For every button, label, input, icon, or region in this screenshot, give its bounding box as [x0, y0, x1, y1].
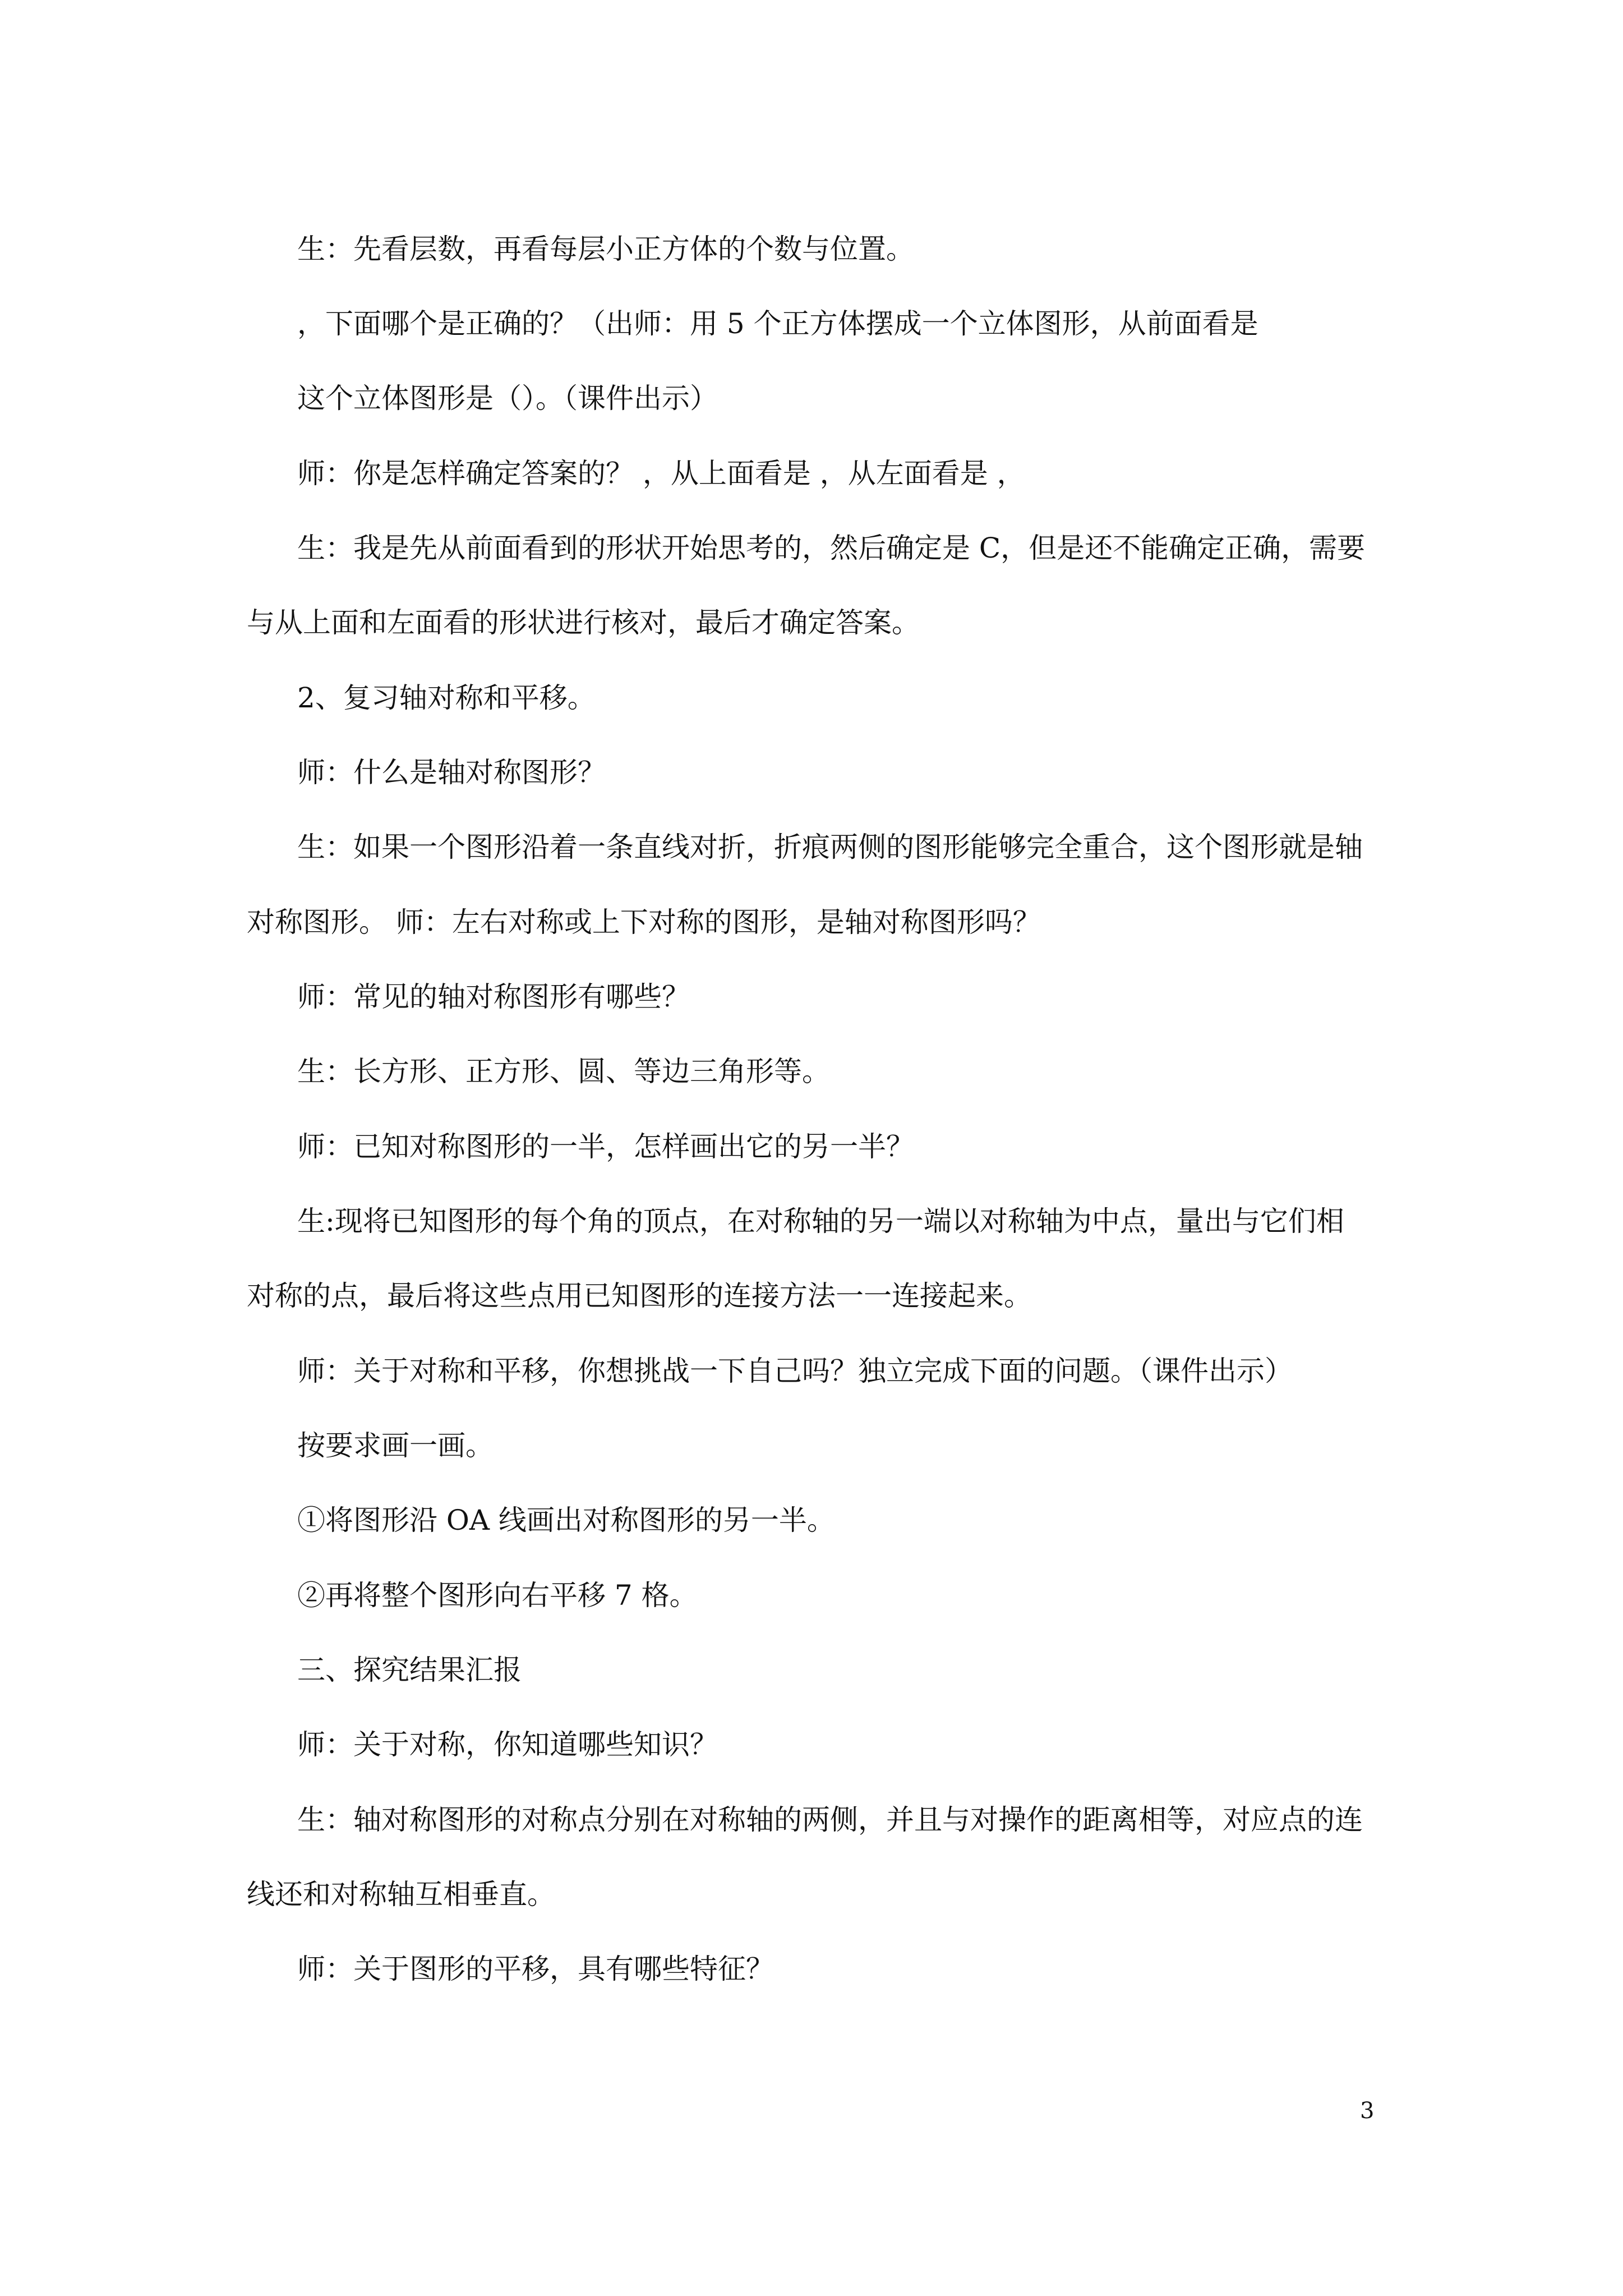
text-line: 这个立体图形是（）。（课件出示）	[297, 382, 718, 415]
text-line: ①将图形沿 OA 线画出对称图形的另一半。	[297, 1504, 835, 1536]
text-line: 生:现将已知图形的每个角的顶点，在对称轴的另一端以对称轴为中点，量出与它们相	[297, 1205, 1344, 1237]
text-line: 师：关于对称和平移，你想挑战一下自己吗？独立完成下面的问题。（课件出示）	[297, 1355, 1293, 1387]
text-line: 生：长方形、正方形、圆、等边三角形等。	[297, 1055, 830, 1088]
text-line: 按要求画一画。	[297, 1429, 494, 1462]
text-line: 对称的点，最后将这些点用已知图形的连接方法一一连接起来。	[247, 1280, 1032, 1312]
text-line: 生：轴对称图形的对称点分别在对称轴的两侧，并且与对操作的距离相等，对应点的连	[297, 1803, 1363, 1836]
text-line: ②再将整个图形向右平移 7 格。	[297, 1579, 698, 1612]
text-line: ，下面哪个是正确的？（出师：用 5 个正方体摆成一个立体图形，从前面看是	[297, 307, 1258, 340]
text-line: 线还和对称轴互相垂直。	[247, 1878, 555, 1911]
page-number: 3	[1360, 2098, 1375, 2124]
text-line: 与从上面和左面看的形状进行核对，最后才确定答案。	[247, 606, 920, 639]
text-line: 师：关于图形的平移，具有哪些特征？	[297, 1953, 774, 1985]
text-line: 师：常见的轴对称图形有哪些？	[297, 981, 690, 1013]
text-line: 师：已知对称图形的一半，怎样画出它的另一半？	[297, 1130, 914, 1163]
text-line: 生：如果一个图形沿着一条直线对折，折痕两侧的图形能够完全重合，这个图形就是轴	[297, 831, 1363, 863]
text-line: 师：你是怎样确定答案的？ ，从上面看是 ，从左面看是 ，	[297, 457, 1025, 490]
text-line: 师：关于对称，你知道哪些知识？	[297, 1728, 718, 1761]
text-line: 生：先看层数，再看每层小正方体的个数与位置。	[297, 233, 914, 265]
text-line: 对称图形。 师：左右对称或上下对称的图形，是轴对称图形吗？	[247, 906, 1041, 938]
section-heading: 三、探究结果汇报	[297, 1654, 522, 1686]
section-heading: 2、复习轴对称和平移。	[297, 682, 596, 714]
text-line: 师：什么是轴对称图形？	[297, 756, 606, 789]
text-line: 生：我是先从前面看到的形状开始思考的，然后确定是 C，但是还不能确定正确，需要	[297, 532, 1366, 564]
